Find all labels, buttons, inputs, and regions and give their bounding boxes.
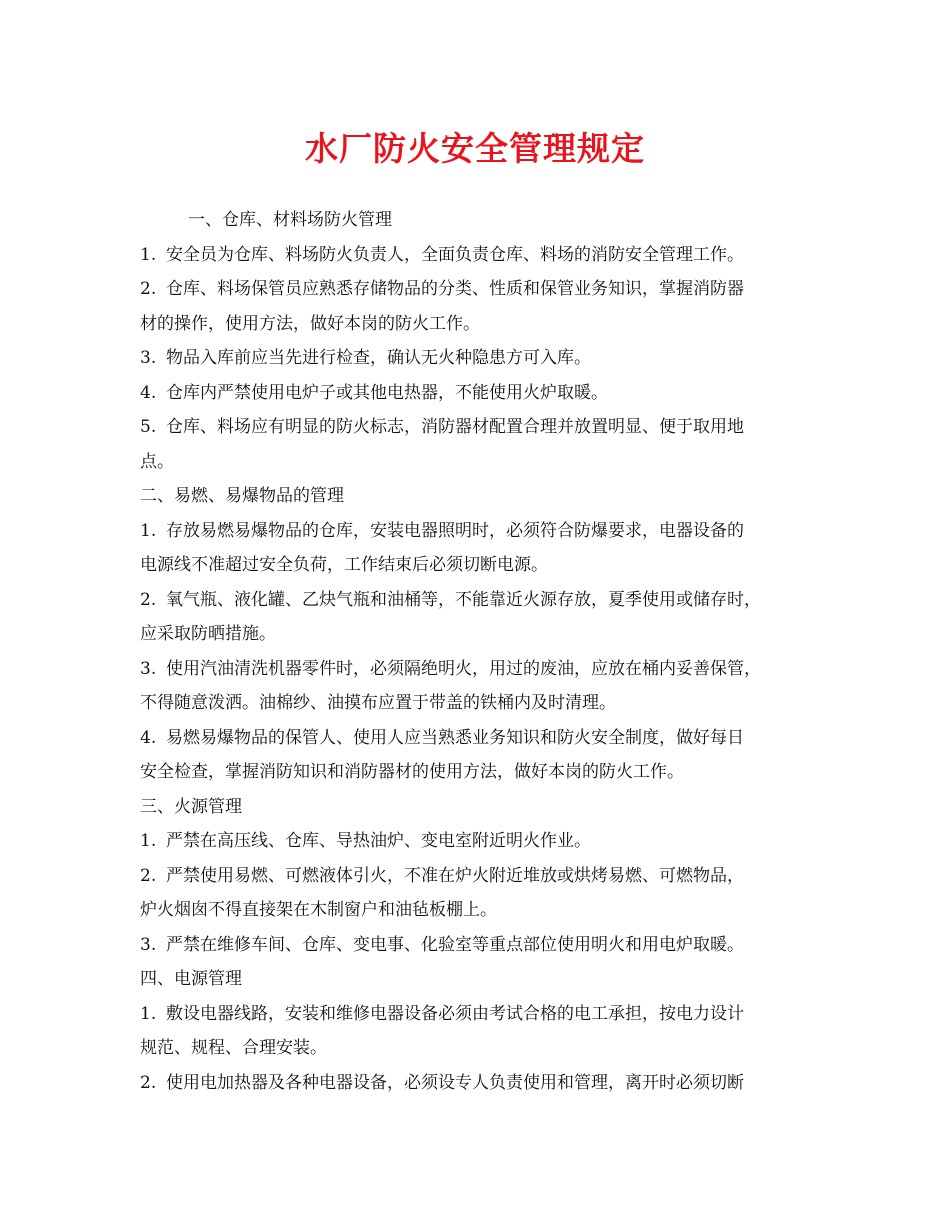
section-heading <box>140 962 812 997</box>
list-item <box>140 652 812 687</box>
line-text: 炉火烟囱不得直接架在木制窗户和油毡板棚上。 <box>140 900 497 920</box>
line-text: 点。 <box>140 451 174 472</box>
list-item-continuation <box>140 686 812 721</box>
item-number: 3. <box>140 658 157 679</box>
item-number: 3. <box>140 934 157 955</box>
list-item-continuation <box>140 617 812 652</box>
line-text: 使用汽油清洗机器零件时，必须隔绝明火，用过的废油，应放在桶内妥善保管， <box>166 658 761 679</box>
list-item <box>140 376 812 411</box>
item-number: 5. <box>140 417 157 437</box>
document-title: 水厂防火安全管理规定 <box>305 129 645 168</box>
item-number: 2. <box>140 1072 157 1093</box>
list-item-continuation <box>140 445 812 480</box>
list-item <box>140 341 812 376</box>
line-text: 材的操作，使用方法，做好本岗的防火工作。 <box>140 313 480 334</box>
list-item <box>140 514 812 549</box>
line-text: 仓库、料场应有明显的防火标志，消防器材配置合理并放置明显、便于取用地 <box>166 417 744 437</box>
list-item-continuation <box>140 548 812 583</box>
item-number: 2. <box>140 865 157 886</box>
item-number: 2. <box>140 279 157 299</box>
line-text: 安全检查，掌握消防知识和消防器材的使用方法，做好本岗的防火工作。 <box>140 762 684 782</box>
line-text: 严禁使用易燃、可燃液体引火，不准在炉火附近堆放或烘烤易燃、可燃物品， <box>166 865 744 886</box>
section-heading <box>140 479 812 514</box>
line-text: 严禁在高压线、仓库、导热油炉、变电室附近明火作业。 <box>166 831 591 851</box>
list-item <box>140 1066 812 1101</box>
item-number: 3. <box>140 348 157 368</box>
item-number: 4. <box>140 382 157 403</box>
line-text: 四、电源管理 <box>140 969 242 989</box>
line-text: 存放易燃易爆物品的仓库，安装电器照明时，必须符合防爆要求，电器设备的 <box>166 520 744 541</box>
list-item-continuation <box>140 1031 812 1066</box>
line-text: 一、仓库、材料场防火管理 <box>188 210 392 230</box>
list-item <box>140 824 812 859</box>
item-number: 4. <box>140 727 157 748</box>
document-body <box>140 203 812 1100</box>
section-heading <box>140 790 812 825</box>
list-item-continuation <box>140 755 812 790</box>
list-item <box>140 859 812 894</box>
line-text: 物品入库前应当先进行检查，确认无火种隐患方可入库。 <box>166 348 591 368</box>
line-text: 仓库内严禁使用电炉子或其他电热器，不能使用火炉取暖。 <box>166 382 608 403</box>
section-heading <box>140 203 812 238</box>
line-text: 应采取防晒措施。 <box>140 624 276 644</box>
line-text: 严禁在维修车间、仓库、变电事、化验室等重点部位使用明火和用电炉取暖。 <box>166 934 744 955</box>
line-text: 敷设电器线路，安装和维修电器设备必须由考试合格的电工承担，按电力设计 <box>166 1003 744 1024</box>
item-number: 1. <box>140 244 157 265</box>
list-item-continuation <box>140 307 812 342</box>
item-number: 1. <box>140 1003 157 1024</box>
line-text: 电源线不准超过安全负荷，工作结束后必须切断电源。 <box>140 555 548 575</box>
line-text: 仓库、料场保管员应熟悉存储物品的分类、性质和保管业务知识，掌握消防器 <box>166 279 744 299</box>
list-item-continuation <box>140 893 812 928</box>
list-item <box>140 238 812 273</box>
list-item <box>140 997 812 1032</box>
item-number: 1. <box>140 520 157 541</box>
list-item <box>140 410 812 445</box>
list-item <box>140 583 812 618</box>
line-text: 易燃易爆物品的保管人、使用人应当熟悉业务知识和防火安全制度，做好每日 <box>166 727 744 748</box>
list-item <box>140 928 812 963</box>
list-item <box>140 272 812 307</box>
list-item <box>140 721 812 756</box>
line-text: 使用电加热器及各种电器设备，必须设专人负责使用和管理，离开时必须切断 <box>166 1072 744 1093</box>
line-text: 安全员为仓库、料场防火负责人，全面负责仓库、料场的消防安全管理工作。 <box>166 244 744 265</box>
line-text: 三、火源管理 <box>140 796 242 817</box>
line-text: 规范、规程、合理安装。 <box>140 1038 327 1058</box>
line-text: 氧气瓶、液化罐、乙炔气瓶和油桶等，不能靠近火源存放，夏季使用或储存时， <box>166 589 761 610</box>
item-number: 1. <box>140 831 157 851</box>
line-text: 二、易燃、易爆物品的管理 <box>140 486 344 506</box>
line-text: 不得随意泼洒。油棉纱、油摸布应置于带盖的铁桶内及时清理。 <box>140 693 616 713</box>
item-number: 2. <box>140 589 157 610</box>
